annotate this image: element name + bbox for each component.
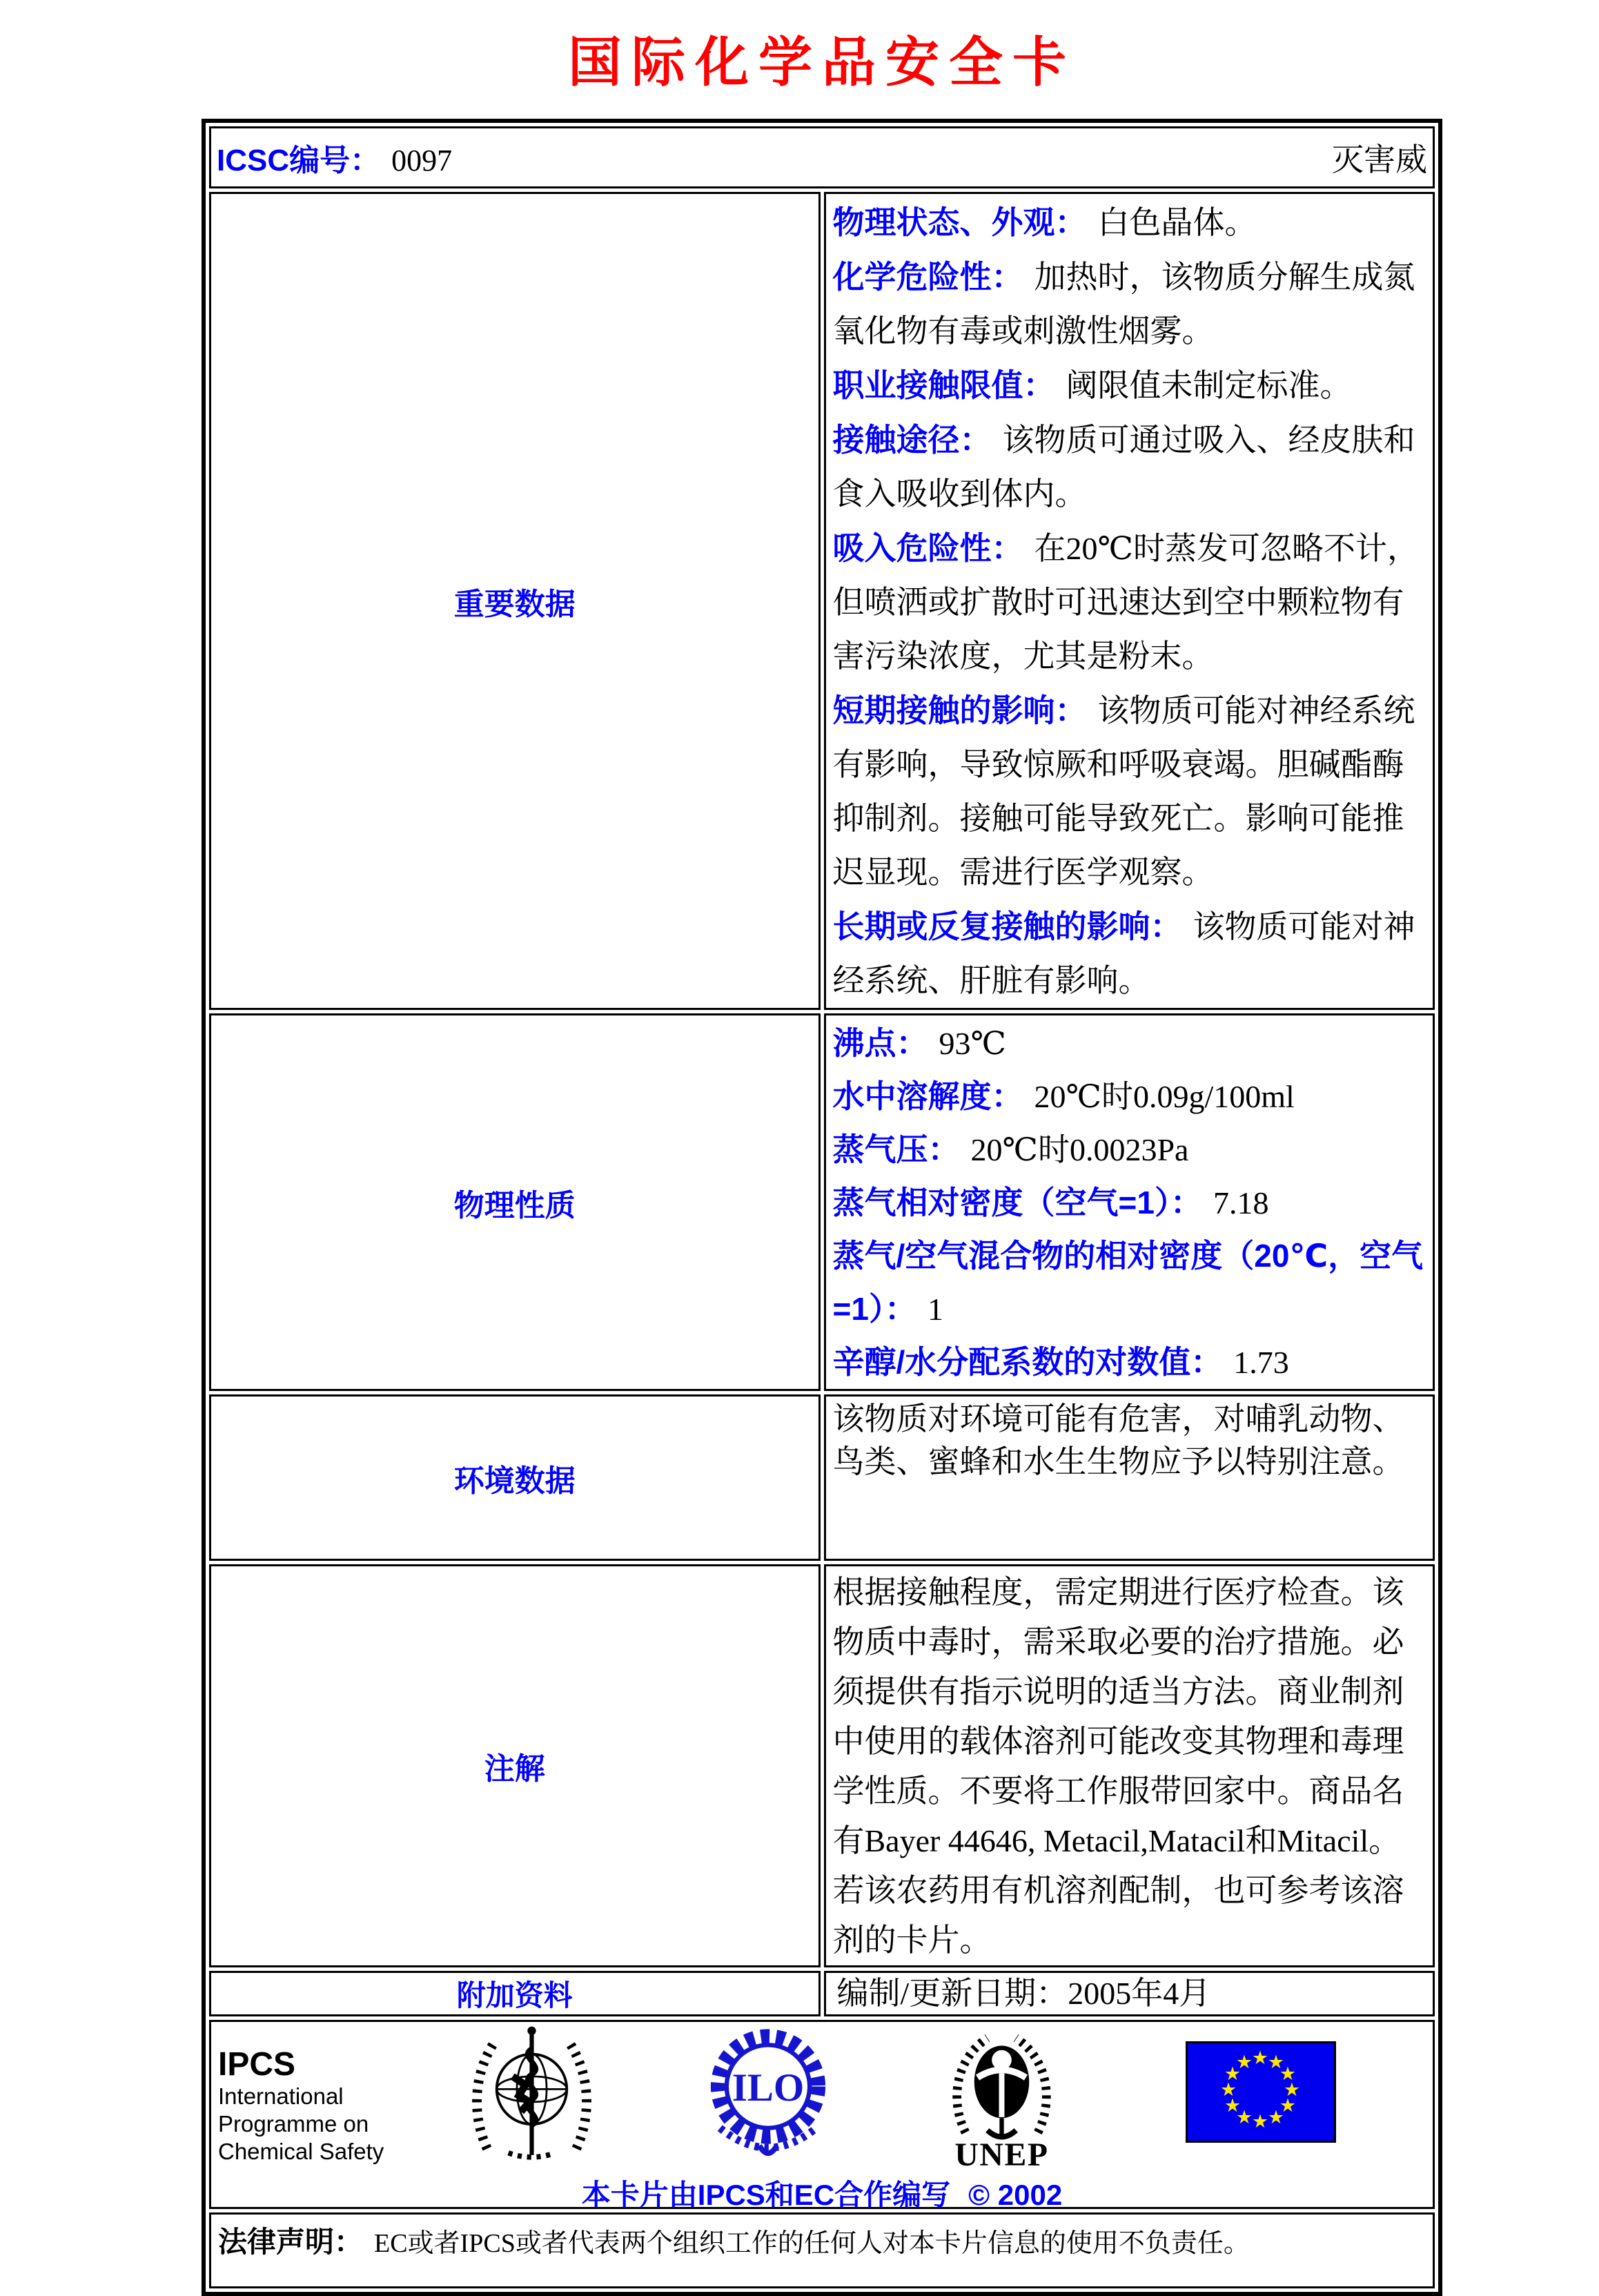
property-item: 接触途径： 该物质可通过吸入、经皮肤和食入吸收到体内。 (832, 422, 1415, 512)
svg-text:★: ★ (1251, 2111, 1269, 2132)
icsc-table (202, 119, 1442, 2296)
logos-strip (211, 2022, 1433, 2211)
property-item: 吸入危险性： 在20℃时蒸发可忽略不计，但喷洒或扩散时可迅速达到空中颗粒物有害污染浓度，尤其是粉末。 (832, 530, 1419, 674)
section-label-physical-properties: 物理性质 (209, 1013, 821, 1391)
important-data-row (209, 192, 1435, 1010)
credit-text: 本卡片由IPCS和EC合作编写 (581, 2179, 951, 2211)
property-item: 长期或反复接触的影响： 该物质可能对神经系统、肝脏有影响。 (832, 908, 1415, 998)
credit-line (211, 2172, 1433, 2214)
notes-content (824, 1564, 1435, 1967)
icsc-number-group (217, 135, 452, 179)
legal-row (209, 2212, 1435, 2288)
ilo-logo (703, 2027, 834, 2164)
svg-text:★: ★ (1235, 2052, 1253, 2073)
section-text: 该物质对环境可能有危害，对哺乳动物、鸟类、蜜蜂和水生生物应予以特别注意。 (832, 1401, 1404, 1479)
svg-text:★: ★ (1267, 2107, 1285, 2128)
environmental-data-row (209, 1394, 1435, 1561)
who-logo (468, 2023, 596, 2161)
header-row (209, 126, 1435, 188)
svg-text:★: ★ (1267, 2052, 1285, 2073)
property-item: 职业接触限值： 阈限值未制定标准。 (832, 367, 1352, 403)
property-item: 物理状态、外观： 白色晶体。 (832, 204, 1257, 240)
property-item: 短期接触的影响： 该物质可能对神经系统有影响，导致惊厥和呼吸衰竭。胆碱酯酶抑制剂。接触可能导致死亡。影响可能推迟显现。需进行医学观察。 (832, 692, 1415, 890)
svg-text:★: ★ (1279, 2095, 1297, 2117)
property-item: 蒸气压： 20℃时0.0023Pa (832, 1131, 1189, 1167)
property-item: 辛醇/水分配系数的对数值： 1.73 (832, 1344, 1289, 1380)
property-item: 蒸气相对密度（空气=1）： 7.18 (832, 1185, 1269, 1220)
svg-text:★: ★ (1235, 2107, 1253, 2128)
icsc-number-value: 0097 (391, 144, 453, 177)
additional-info-content (824, 1971, 1435, 2016)
svg-text:★: ★ (1224, 2063, 1242, 2085)
section-label-notes: 注解 (209, 1564, 821, 1967)
additional-info-row (209, 1971, 1435, 2016)
property-item: 沸点： 93℃ (832, 1025, 1006, 1061)
property-item: 蒸气/空气混合物的相对密度（20℃，空气=1）： 1 (832, 1238, 1424, 1327)
page-title: 国际化学品安全卡 (567, 32, 1076, 93)
copyright-text: © 2002 (968, 2179, 1063, 2211)
svg-text:★: ★ (1251, 2047, 1269, 2069)
chemical-name: 灭害威 (1332, 142, 1427, 177)
svg-text:★: ★ (1219, 2079, 1237, 2101)
svg-text:★: ★ (1224, 2095, 1242, 2117)
notes-row (209, 1564, 1435, 1967)
legal-text: EC或者IPCS或者代表两个组织工作的任何人对本卡片信息的使用不负责任。 (374, 2229, 1250, 2258)
section-text: 根据接触程度，需定期进行医疗检查。该物质中毒时，需采取必要的治疗措施。必须提供有指示说明的适当方法。商业制剂中使用的载体溶剂可能改变其物理和毒理学性质。不要将工作服带回家中。商品名有Bayer 44646, Metacil,Matacil和Mitacil。若该农药用有机溶剂配制，也可参考该溶剂的卡片。 (832, 1575, 1404, 1958)
update-date: 编制/更新日期：2005年4月 (836, 1976, 1211, 2011)
property-item: 水中溶解度： 20℃时0.09g/100ml (832, 1078, 1295, 1114)
icsc-number-label: ICSC编号： (217, 144, 381, 177)
important-data-content (824, 192, 1435, 1010)
property-item: 化学危险性： 加热时，该物质分解生成氮氧化物有毒或刺激性烟雾。 (832, 259, 1415, 349)
ipcs-acronym: IPCS (218, 2046, 296, 2083)
ipcs-text-block: IPCS International Programme on Chemical Safety (218, 2046, 384, 2164)
environmental-data-content (824, 1394, 1435, 1561)
eu-flag (1186, 2041, 1336, 2143)
section-label-environmental-data: 环境数据 (209, 1394, 821, 1561)
unep-logo (941, 2025, 1062, 2171)
physical-properties-row (209, 1013, 1435, 1391)
logos-row (209, 2020, 1435, 2209)
svg-text:UNEP: UNEP (954, 2136, 1049, 2171)
svg-text:★: ★ (1279, 2063, 1297, 2085)
physical-properties-content (824, 1013, 1435, 1391)
section-label-important-data: 重要数据 (209, 192, 821, 1010)
legal-label: 法律声明： (218, 2226, 364, 2258)
section-label-additional-info: 附加资料 (209, 1971, 821, 2016)
svg-text:★: ★ (1283, 2079, 1301, 2101)
svg-text:ILO: ILO (732, 2066, 805, 2110)
